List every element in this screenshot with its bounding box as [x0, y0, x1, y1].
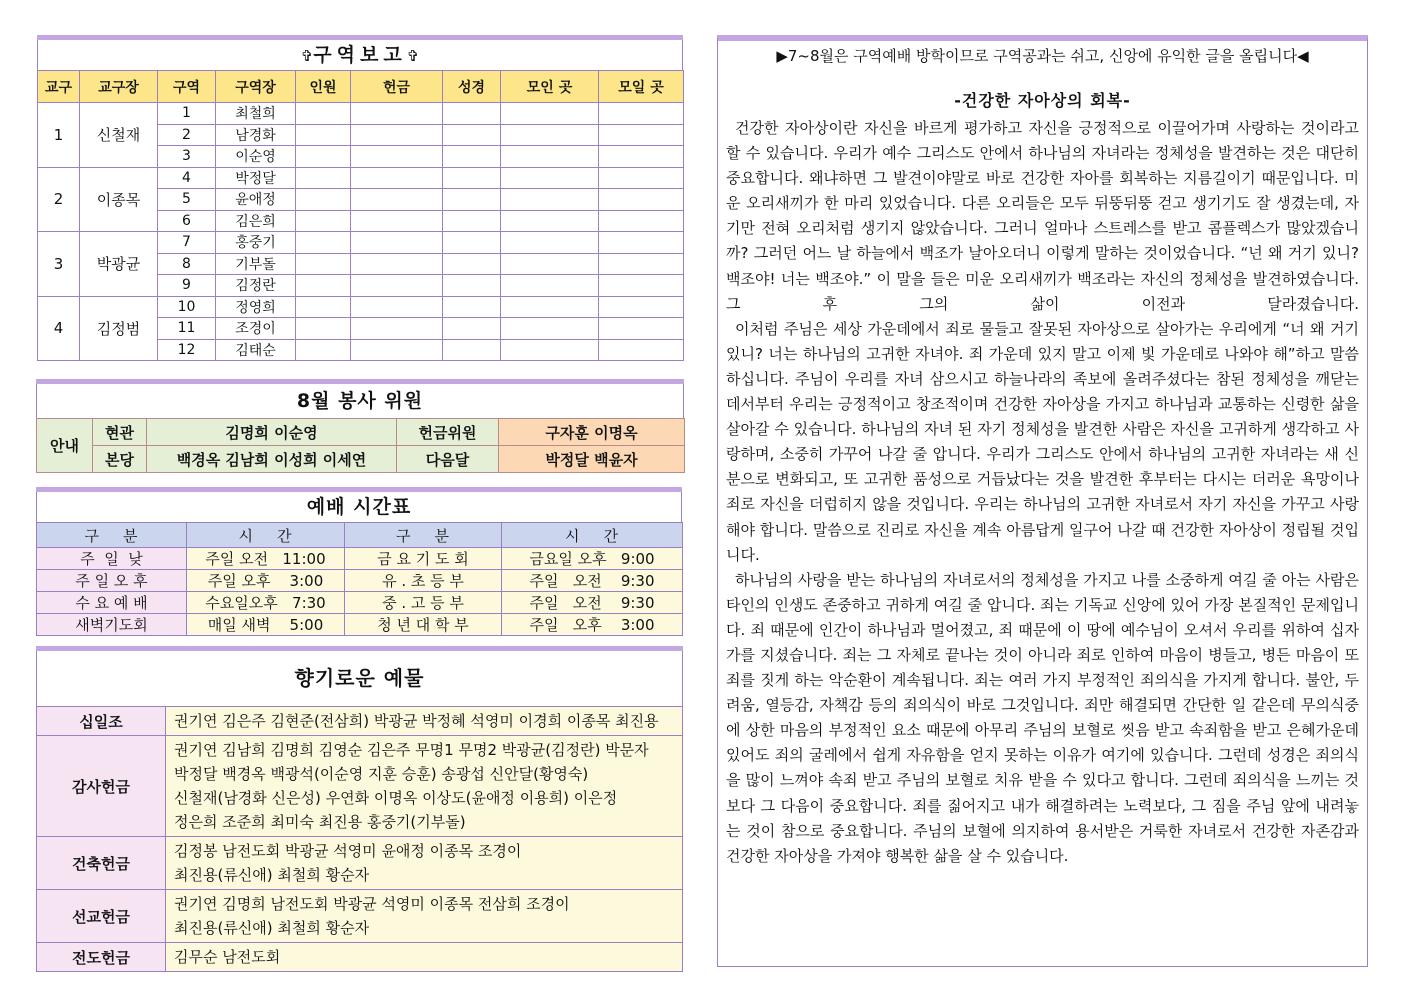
offerings-section: [36, 646, 683, 972]
meet-place-cell: [599, 253, 684, 275]
offering-names: [166, 707, 683, 736]
district-report-title: ✞구역보고✞: [37, 40, 683, 70]
district-number: 11: [158, 318, 216, 340]
met-place-cell: [501, 253, 599, 275]
met-place-cell: [501, 275, 599, 297]
district-leader: 최철희: [216, 103, 296, 125]
offering-cell: [351, 275, 443, 297]
bible-cell: [443, 253, 501, 275]
table-row: [37, 707, 683, 736]
met-place-cell: [501, 124, 599, 146]
table-row: [37, 419, 685, 446]
district-leader: 윤애정: [216, 189, 296, 211]
offering-cell: [351, 339, 443, 361]
worship-schedule-title: 예배 시간표: [36, 492, 682, 522]
table-row: [37, 890, 683, 943]
table-row: [38, 296, 684, 318]
district-report-table: [37, 70, 684, 361]
met-place-cell: [501, 189, 599, 211]
offerings-table: [36, 706, 683, 972]
district-number: 10: [158, 296, 216, 318]
bible-cell: [443, 146, 501, 168]
service-time: 주일 오전 9:30: [502, 592, 683, 614]
offering-names-line: 권기연 김남희 김명희 김영순 김은주 무명1 무명2 박광균(김정란) 박문자: [174, 741, 649, 759]
offering-cell: [351, 103, 443, 125]
offering-names: [166, 736, 683, 837]
worship-schedule-section: [36, 487, 682, 636]
offering-names-line: 정은희 조준희 최미숙 최진용 홍중기(기부돌): [174, 813, 466, 831]
meet-place-cell: [599, 318, 684, 340]
parish-number: 1: [38, 103, 80, 168]
article-paragraph: 하나님의 사랑을 받는 하나님의 자녀로서의 정체성을 가지고 나를 소중하게 여길 줄 아는 사람은 타인의 인생도 존중하고 귀하게 여길 줄 압니다. 죄는 기독교 신앙에 있어 가장 본질적인 문제입니다. 죄 때문에 인간이 하나님과 멀어졌고, 죄 때문에 이 땅에 예수님이 오셔서 우리를 위하여 십자가를 지셨습니다. 죄는 그 자체로 끝나는 것이 아니라 죄로 인하여 마음이 병들고, 병든 마음이 또 죄를 짓게 하는 악순환이 계속됩니다. 죄는 여러 가지 부정적인 죄의식을 가지게 합니다. 불안, 두려움, 열등감, 자책감 등의 죄의식이 바로 그것입니다. 죄만 해결되면 간단한 일 같은데 무의식중에 상한 마음의 부정적인 요소 때문에 아무리 주님의 보혈로 씻음 받고 속죄함을 받고 은혜가운데 있어도 죄의 굴레에서 쉽게 자유함을 얻지 못하는 이유가 여기에 있습니다. 그런데 성경은 죄의식을 많이 느껴야 속죄 받고 주님의 보혈로 치유 받을 수 있다고 합니다. 그런데 죄의식을 느끼는 것보다 그 다음이 중요합니다. 죄를 짊어지고 내가 해결하려는 노력보다, 그 짐을 주님 앞에 내려놓는 것이 참으로 중요합니다. 주님의 보혈에 의지하여 용서받은 거룩한 자녀로서 건강한 자존감과 건강한 자아상을 가져야 행복한 삶을 살 수 있습니다.: [726, 570, 1359, 865]
offering-names: [166, 943, 683, 972]
offering-type: 십일조: [37, 707, 166, 736]
bible-cell: [443, 189, 501, 211]
offering-type: 건축헌금: [37, 837, 166, 890]
service-time: 주일 오전 11:00: [187, 548, 345, 570]
offerings-title: 향기로운 예물: [36, 651, 683, 706]
district-leader: 김정란: [216, 275, 296, 297]
article-panel: [717, 35, 1368, 967]
service-time: 금요일 오후 9:00: [502, 548, 683, 570]
parish-leader: 김정범: [80, 296, 158, 361]
worship-header-row: [37, 523, 683, 548]
met-place-cell: [501, 167, 599, 189]
table-row: [37, 548, 683, 570]
service-name: 중 . 고 등 부: [345, 592, 502, 614]
offering-names-line: 박정달 백경옥 백광석(이순영 지훈 승훈) 송광섭 신안달(황영숙): [174, 765, 589, 783]
district-number: 6: [158, 210, 216, 232]
meet-place-cell: [599, 189, 684, 211]
service-time: 수요일오후 7:30: [187, 592, 345, 614]
district-leader: 박정달: [216, 167, 296, 189]
attendance-cell: [296, 146, 351, 168]
district-number: 12: [158, 339, 216, 361]
offering-names-line: 김정봉 남전도회 박광균 석영미 윤애정 이종목 조경이: [174, 842, 522, 860]
table-row: [37, 736, 683, 837]
table-row: [37, 446, 685, 473]
cross-icon: ✞: [406, 47, 420, 65]
table-row: [38, 167, 684, 189]
parish-leader: 신철재: [80, 103, 158, 168]
bible-cell: [443, 275, 501, 297]
entrance-names: 김명희 이순영: [147, 419, 397, 446]
parish-leader: 이종목: [80, 167, 158, 232]
service-committee-title: 8월 봉사 위원: [36, 384, 684, 418]
next-month-label: 다음달: [397, 446, 499, 473]
service-time: 주일 오후 3:00: [187, 570, 345, 592]
col-header: 구 분: [345, 523, 502, 548]
offering-cell: [351, 296, 443, 318]
offering-names-line: 권기연 김은주 김현준(전삼희) 박광균 박정혜 석영미 이경희 이종목 최진용: [174, 712, 659, 730]
service-name: 청 년 대 학 부: [345, 614, 502, 636]
service-committee-section: [36, 379, 684, 473]
offering-cell: [351, 167, 443, 189]
service-name: 수 요 예 배: [37, 592, 187, 614]
met-place-cell: [501, 103, 599, 125]
attendance-cell: [296, 296, 351, 318]
table-row: [37, 570, 683, 592]
col-header: 구역: [158, 71, 216, 103]
offering-names-line: 김무순 남전도회: [174, 948, 281, 966]
service-name: 주 일 낮: [37, 548, 187, 570]
bible-cell: [443, 167, 501, 189]
offering-committee-label: 헌금위원: [397, 419, 499, 446]
district-number: 7: [158, 232, 216, 254]
bible-cell: [443, 232, 501, 254]
met-place-cell: [501, 339, 599, 361]
parish-leader: 박광균: [80, 232, 158, 297]
attendance-cell: [296, 210, 351, 232]
district-leader: 홍중기: [216, 232, 296, 254]
col-header: 시 간: [187, 523, 345, 548]
service-time: 매일 새벽 5:00: [187, 614, 345, 636]
table-row: [37, 837, 683, 890]
main-hall-label: 본당: [93, 446, 147, 473]
district-header-row: [38, 71, 684, 103]
offering-cell: [351, 146, 443, 168]
district-number: 4: [158, 167, 216, 189]
attendance-cell: [296, 103, 351, 125]
col-header: 시 간: [502, 523, 683, 548]
worship-schedule-table: [36, 522, 683, 636]
article-paragraph: 건강한 자아상이란 자신을 바르게 평가하고 자신을 긍정적으로 이끌어가며 사랑하는 것이라고 할 수 있습니다. 우리가 예수 그리스도 안에서 하나님의 자녀라는 정체성을 발견하는 것은 대단히 중요합니다. 왜냐하면 그 발견이야말로 바로 건강한 자아를 회복하는 지름길이기 때문입니다. 미운 오리새끼가 한 마리 있었습니다. 다른 오리들은 모두 뒤뚱뒤뚱 걷고 생기기도 잘 생겼는데, 자기만 전혀 오리처럼 생기지 않았습니다. 그러니 얼마나 스트레스를 받고 콤플렉스가 많았겠습니까? 그러던 어느 날 하늘에서 백조가 날아오더니 이렇게 말하는 것이었습니다. “넌 왜 거기 있니? 백조야! 너는 백조야.” 이 말을 들은 미운 오리새끼가 백조라는 자신의 정체성을 발견하였습니다. 그 후 그의 삶이 이전과 달라졌습니다.: [726, 119, 1360, 313]
col-header: 교구: [38, 71, 80, 103]
offering-names-line: 권기연 김명희 남전도회 박광균 석영미 이종목 전삼희 조경이: [174, 895, 570, 913]
parish-number: 3: [38, 232, 80, 297]
table-row: [38, 103, 684, 125]
col-header: 모인 곳: [501, 71, 599, 103]
district-leader: 조경이: [216, 318, 296, 340]
table-row: [38, 232, 684, 254]
attendance-cell: [296, 232, 351, 254]
entrance-label: 현관: [93, 419, 147, 446]
district-leader: 김은희: [216, 210, 296, 232]
district-leader: 기부돌: [216, 253, 296, 275]
table-row: [37, 614, 683, 636]
district-number: 3: [158, 146, 216, 168]
attendance-cell: [296, 339, 351, 361]
offering-cell: [351, 189, 443, 211]
bible-cell: [443, 318, 501, 340]
district-leader: 남경화: [216, 124, 296, 146]
cross-icon: ✞: [300, 47, 314, 65]
service-name: 금 요 기 도 회: [345, 548, 502, 570]
offering-names-line: 최진용(류신애) 최철희 황순자: [174, 919, 370, 937]
offering-type: 전도헌금: [37, 943, 166, 972]
meet-place-cell: [599, 275, 684, 297]
attendance-cell: [296, 189, 351, 211]
district-leader: 정영희: [216, 296, 296, 318]
table-row: [37, 592, 683, 614]
service-name: 주 일 오 후: [37, 570, 187, 592]
meet-place-cell: [599, 167, 684, 189]
service-name: 유 . 초 등 부: [345, 570, 502, 592]
bible-cell: [443, 210, 501, 232]
col-header: 인원: [296, 71, 351, 103]
offering-names: [166, 837, 683, 890]
article-paragraph: 이처럼 주님은 세상 가운데에서 죄로 물들고 잘못된 자아상으로 살아가는 우리에게 “너 왜 거기 있니? 너는 하나님의 고귀한 자녀야. 죄 가운데 있지 말고 이제 빛 가운데로 나와야 해”하고 말씀하십니다. 주님이 우리를 자녀 삼으시고 하늘나라의 족보에 올려주셨다는 참된 정체성을 깨닫는 데서부터 우리는 긍정적이고 창조적이며 건강한 자아상을 가지고 하나님과 교통하는 신령한 삶을 살아갈 수 있습니다. 하나님의 자녀 된 자기 정체성을 발견한 사람은 자신을 고귀하게 생각하고 사랑하며, 소중히 가꾸어 나갈 줄 압니다. 우리가 그리스도 안에서 하나님의 고귀한 자녀라는 새 신분으로 변화되고, 또 고귀한 품성으로 거듭났다는 것을 발견한 후부터는 다시는 더러운 욕망이나 죄로 자신을 더럽히지 않을 것입니다. 우리는 하나님의 고귀한 자녀로서 자기 자신을 가꾸고 사랑해야 합니다. 말씀으로 진리로 자신을 계속 아름답게 일구어 나갈 때 건강한 자아상이 정립될 것입니다.: [726, 319, 1359, 564]
meet-place-cell: [599, 124, 684, 146]
col-header: 구 분: [37, 523, 187, 548]
met-place-cell: [501, 232, 599, 254]
district-number: 2: [158, 124, 216, 146]
meet-place-cell: [599, 210, 684, 232]
service-time: 주일 오후 3:00: [502, 614, 683, 636]
col-header: 교구장: [80, 71, 158, 103]
offering-type: 선교헌금: [37, 890, 166, 943]
guide-label: 안내: [37, 419, 93, 473]
met-place-cell: [501, 210, 599, 232]
met-place-cell: [501, 296, 599, 318]
district-number: 1: [158, 103, 216, 125]
offering-cell: [351, 232, 443, 254]
offering-type: 감사헌금: [37, 736, 166, 837]
offering-committee-names: 구자훈 이명옥: [499, 419, 685, 446]
met-place-cell: [501, 318, 599, 340]
attendance-cell: [296, 124, 351, 146]
meet-place-cell: [599, 146, 684, 168]
district-number: 9: [158, 275, 216, 297]
met-place-cell: [501, 146, 599, 168]
district-leader: 김태순: [216, 339, 296, 361]
attendance-cell: [296, 275, 351, 297]
article-title: -건강한 자아상의 회복-: [954, 91, 1131, 110]
main-hall-names: 백경옥 김남희 이성희 이세연: [147, 446, 397, 473]
parish-number: 2: [38, 167, 80, 232]
service-time: 주일 오전 9:30: [502, 570, 683, 592]
meet-place-cell: [599, 339, 684, 361]
offering-cell: [351, 124, 443, 146]
bible-cell: [443, 124, 501, 146]
offering-names-line: 최진용(류신애) 최철희 황순자: [174, 866, 370, 884]
bible-cell: [443, 339, 501, 361]
bible-cell: [443, 296, 501, 318]
col-header: 구역장: [216, 71, 296, 103]
parish-number: 4: [38, 296, 80, 361]
offering-cell: [351, 210, 443, 232]
service-name: 새벽기도회: [37, 614, 187, 636]
meet-place-cell: [599, 103, 684, 125]
attendance-cell: [296, 318, 351, 340]
district-leader: 이순영: [216, 146, 296, 168]
offering-names-line: 신철재(남경화 신은성) 우연화 이명옥 이상도(윤애정 이용희) 이은정: [174, 789, 618, 807]
col-header: 성경: [443, 71, 501, 103]
offering-cell: [351, 253, 443, 275]
meet-place-cell: [599, 296, 684, 318]
attendance-cell: [296, 253, 351, 275]
next-month-names: 박정달 백윤자: [499, 446, 685, 473]
district-report-section: [37, 35, 683, 361]
offering-names: [166, 890, 683, 943]
service-committee-table: [36, 418, 685, 473]
district-number: 8: [158, 253, 216, 275]
col-header: 헌금: [351, 71, 443, 103]
meet-place-cell: [599, 232, 684, 254]
table-row: [37, 943, 683, 972]
col-header: 모일 곳: [599, 71, 684, 103]
attendance-cell: [296, 167, 351, 189]
bible-cell: [443, 103, 501, 125]
article-body: [726, 116, 1359, 869]
district-number: 5: [158, 189, 216, 211]
offering-cell: [351, 318, 443, 340]
vacation-notice: ▶7~8월은 구역예배 방학이므로 구역공과는 쉬고, 신앙에 유익한 글을 올립니다◀: [776, 47, 1309, 65]
